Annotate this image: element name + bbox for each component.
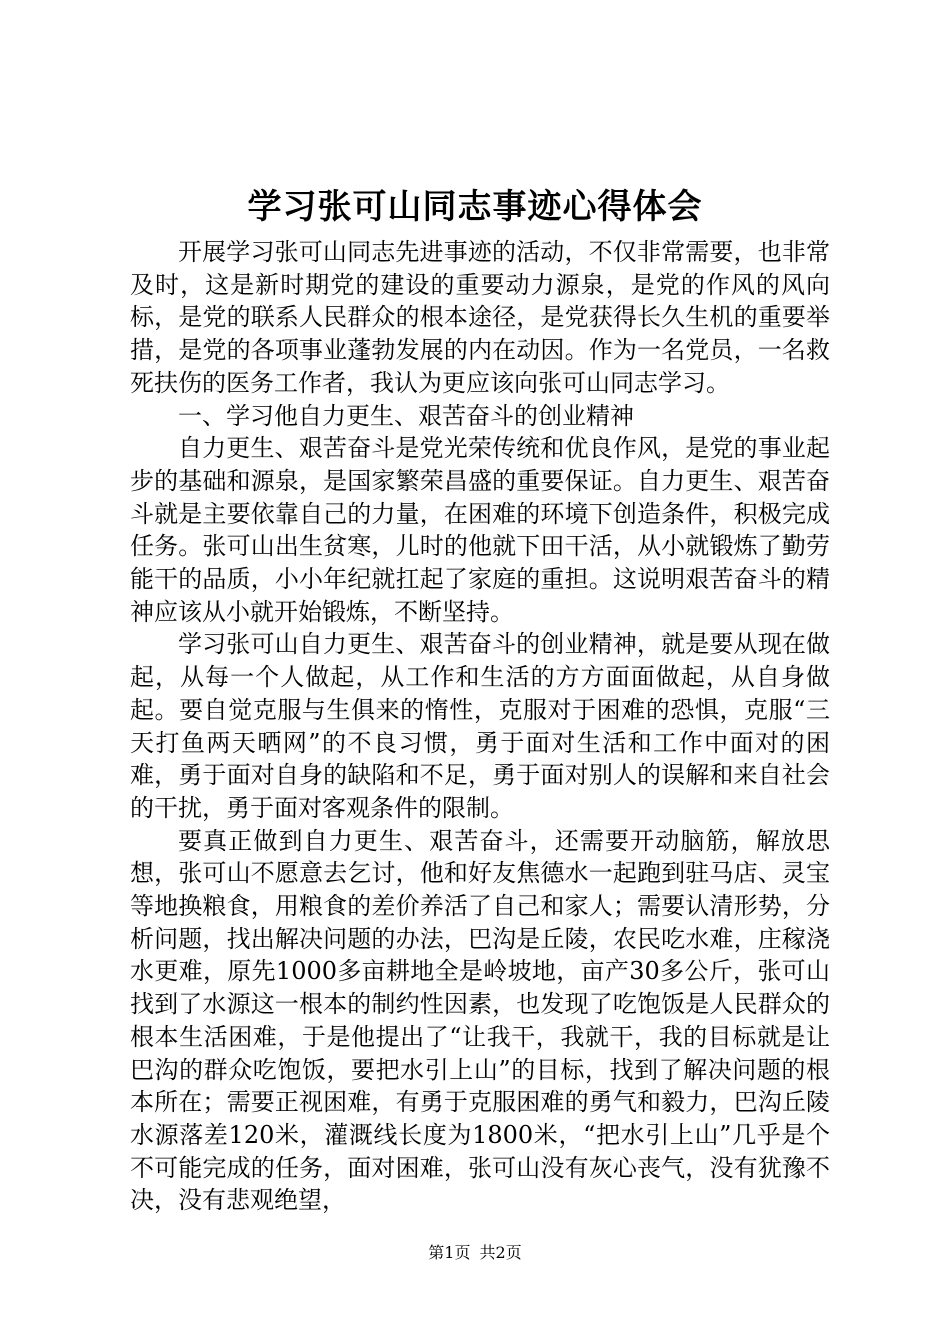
document-title: 学习张可山同志事迹心得体会 bbox=[247, 187, 703, 227]
page-number-footer: 第1页 共2页 bbox=[428, 1243, 522, 1262]
document-body bbox=[130, 236, 830, 1217]
section-heading-1: 一、学习他自力更生、艰苦奋斗的创业精神 bbox=[178, 401, 634, 430]
paragraph-section1-c: 要真正做到自力更生、艰苦奋斗，还需要开动脑筋，解放思想，张可山不愿意去乞讨，他和好友焦德水一起跑到驻马店、灵宝等地换粮食，用粮食的差价养活了自己和家人；需要认清形势，分析问题，找出解决问题的办法，巴沟是丘陵，农民吃水难，庄稼浇水更难，原先1000多亩耕地全是岭坡地，亩产30多公斤，张可山找到了水源这一根本的制约性因素，也发现了吃饱饭是人民群众的根本生活困难，于是他提出了“让我干，我就干，我的目标就是让巴沟的群众吃饱饭，要把水引上山”的目标，找到了解决问题的根本所在；需要正视困难，有勇于克服困难的勇气和毅力，巴沟丘陵水源落差120米，灌溉线长度为1800米，“把水引上山”几乎是个不可能完成的任务，面对困难，张可山没有灰心丧气，没有犹豫不决，没有悲观绝望， bbox=[130, 826, 830, 1215]
paragraph-section1-a: 自力更生、艰苦奋斗是党光荣传统和优良作风，是党的事业起步的基础和源泉，是国家繁荣昌盛的重要保证。自力更生、艰苦奋斗就是主要依靠自己的力量，在困难的环境下创造条件，积极完成任务。张可山出生贫寒，儿时的他就下田干活，从小就锻炼了勤劳能干的品质，小小年纪就扛起了家庭的重担。这说明艰苦奋斗的精神应该从小就开始锻炼，不断坚持。 bbox=[130, 434, 830, 626]
paragraph-section1-b: 学习张可山自力更生、艰苦奋斗的创业精神，就是要从现在做起，从每一个人做起，从工作和生活的方方面面做起，从自身做起。要自觉克服与生俱来的惰性，克服对于困难的恐惧，克服“三天打鱼两天晒网”的不良习惯，勇于面对生活和工作中面对的困难，勇于面对自身的缺陷和不足，勇于面对别人的误解和来自社会的干扰，勇于面对客观条件的限制。 bbox=[130, 630, 830, 822]
paragraph-intro: 开展学习张可山同志先进事迹的活动，不仅非常需要，也非常及时，这是新时期党的建设的重要动力源泉，是党的作风的风向标，是党的联系人民群众的根本途径，是党获得长久生机的重要举措，是党的各项事业蓬勃发展的内在动因。作为一名党员，一名救死扶伤的医务工作者，我认为更应该向张可山同志学习。 bbox=[130, 238, 830, 397]
